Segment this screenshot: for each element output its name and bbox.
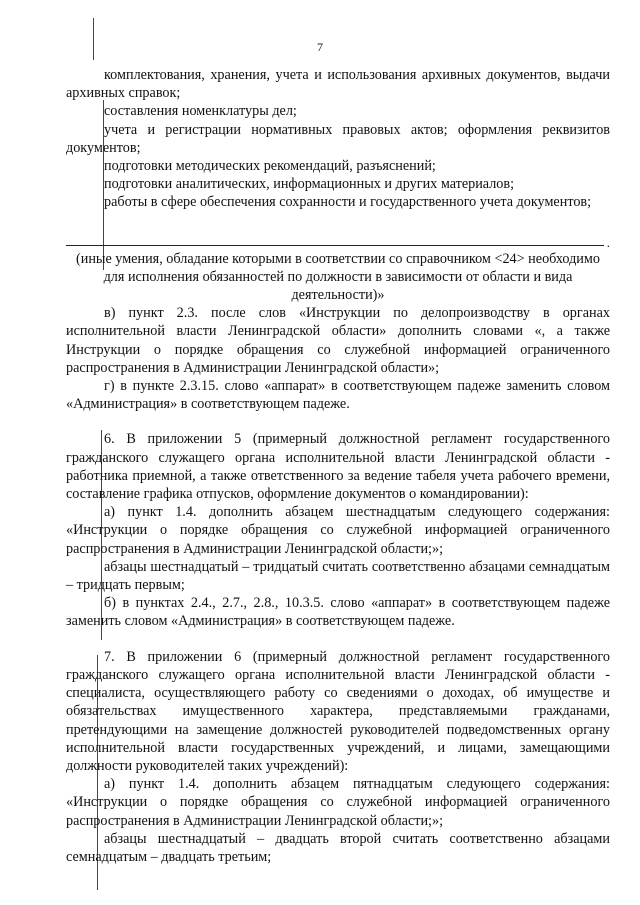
list-item: работы в сфере обеспечения сохранности и государственного учета документов; (104, 194, 592, 211)
list-item: учета и регистрации нормативных правовых актов; оформления реквизитов документов; (66, 121, 610, 156)
list-item: подготовки методических рекомендаций, разъяснений; (104, 158, 436, 175)
margin-mark-top (93, 18, 94, 60)
fill-in-rule (66, 236, 610, 250)
section-6-shift: абзацы шестнадцатый – тридцатый считать соответственно абзацами семнадцатым – тридцать первым; (66, 558, 610, 594)
section-6-item-b: б) в пунктах 2.4., 2.7., 2.8., 10.3.5. слово «аппарат» в соответствующем падеже заменить словом «Администрация» в соответствующем падеже. (66, 595, 610, 630)
section-6-item-a: а) пункт 1.4. дополнить абзацем шестнадцатым следующего содержания: «Инструкции о порядке обращения со служебной информацией ограниченного распространения в Администрации Ленинградской области;»; (66, 504, 610, 557)
section-6-intro: 6. В приложении 5 (примерный должностной регламент государственного гражданского служащего органа исполнительной власти Ленинградской области - работника приемной, а также ответственного за ведение табеля учета рабочего времени, составление графика отпусков, оформление документов о командировании): (66, 431, 610, 503)
list-item: составления номенклатуры дел; (104, 103, 297, 120)
item-g: г) в пункте 2.3.15. слово «аппарат» в соответствующем падеже заменить словом «Администрация» в соответствующем падеже. (66, 378, 610, 413)
section-7-item-a: а) пункт 1.4. дополнить абзацем пятнадцатым следующего содержания: «Инструкции о порядке обращения со служебной информацией ограниченного распространения в Администрации Ленинградской области;»; (66, 776, 610, 829)
section-7-intro: 7. В приложении 6 (примерный должностной регламент государственного гражданского служащего органа исполнительной власти Ленинградской области - специалиста, осуществляющего работу со сведениями о доходах, об имуществе и обязательствах имущественного характера, представляемыми гражданами, претендующими на замещение должностей руководителей подведомственных органу исполнительной власти государственных учреждений, и лицами, замещающими должности руководителей таких учреждений): (66, 648, 610, 774)
list-item: подготовки аналитических, информационных и других материалов; (104, 176, 515, 193)
underline (66, 245, 604, 246)
section-7-shift: абзацы шестнадцатый – двадцать второй считать соответственно абзацами семнадцатым – двадцать третьим; (66, 830, 610, 865)
document-body (66, 66, 610, 866)
note-paragraph: (иные умения, обладание которыми в соответствии со справочником <24> необходимо для исполнения обязанностей по должности в зависимости от области и вида деятельности)» (76, 250, 600, 304)
item-v: в) пункт 2.3. после слов «Инструкции по делопроизводству в органах исполнительной власти Ленинградской области» дополнить словами «, а также Инструкции о порядке обращения со служебной информацией ограниченного распространения в Администрации Ленинградской области»; (66, 305, 610, 376)
rule-end-mark: . (606, 234, 610, 250)
list-item: комплектования, хранения, учета и использования архивных документов, выдачи архивных справок; (66, 67, 610, 102)
page-number: 7 (317, 40, 323, 54)
